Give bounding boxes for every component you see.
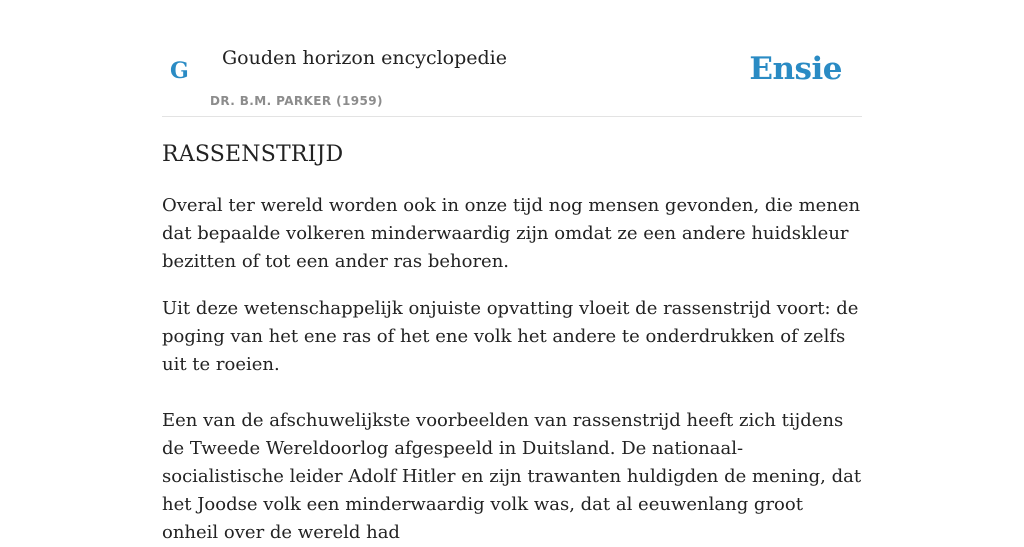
article-body <box>162 192 862 547</box>
page <box>162 0 862 543</box>
book-header <box>162 0 862 117</box>
ensie-logo[interactable]: Ensie <box>749 51 842 87</box>
book-initial-icon[interactable]: G <box>170 58 189 84</box>
book-title-link[interactable]: Gouden horizon encyclopedie <box>222 47 507 69</box>
article-paragraph: Overal ter wereld worden ook in onze tijd nog mensen gevonden, die menen dat bepaalde volkeren minderwaardig zijn omdat ze een andere huidskleur bezitten of tot een ander ras behoren. <box>162 195 861 272</box>
book-author: DR. B.M. PARKER (1959) <box>210 94 383 108</box>
article-paragraph: Een van de afschuwelijkste voorbeelden van rassenstrijd heeft zich tijdens de Tweede Wereldoorlog afgespeeld in Duitsland. De nationaal-socialistische leider Adolf Hitler en zijn trawanten huldigden de mening, dat het Joodse volk een minderwaardig volk was, dat al eeuwenlang groot onheil over de wereld had <box>162 410 862 543</box>
article-paragraph: Uit deze wetenschappelijk onjuiste opvatting vloeit de rassenstrijd voort: de poging van het ene ras of het ene volk het andere te onderdrukken of zelfs uit te roeien. <box>162 298 859 375</box>
article-title: RASSENSTRIJD <box>162 142 344 167</box>
